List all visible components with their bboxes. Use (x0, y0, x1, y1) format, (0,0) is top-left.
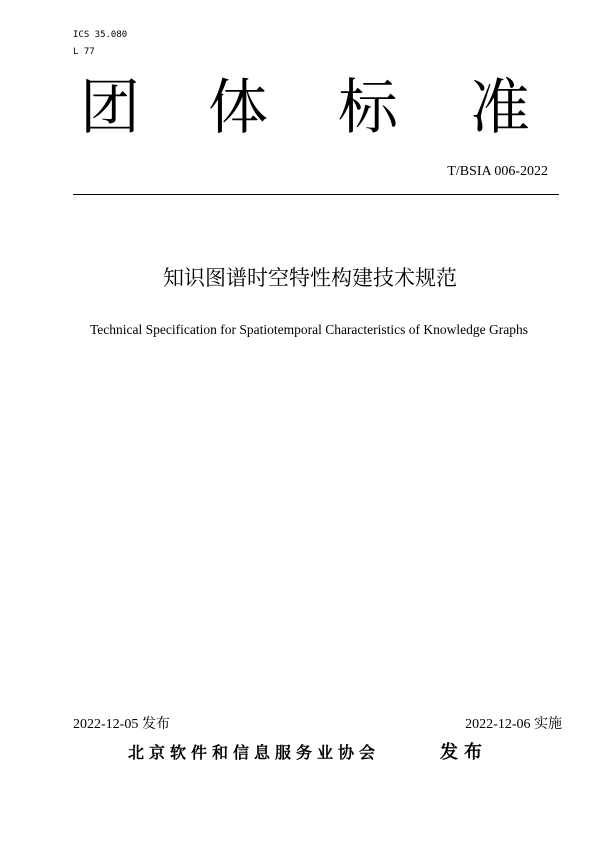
document-title-cn: 知识图谱时空特性构建技术规范 (163, 266, 457, 290)
ics-code: ICS 35.080 (73, 30, 128, 40)
publisher-name: 北京软件和信息服务业协会 (128, 743, 381, 762)
title-char-1: 团 (80, 73, 140, 143)
standard-number: T/BSIA 006-2022 (447, 164, 548, 179)
effective-date: 2022-12-06 实施 (465, 717, 562, 732)
title-char-4: 准 (470, 73, 530, 143)
divider-line (73, 194, 559, 195)
ccs-code: L 77 (73, 47, 95, 57)
title-char-3: 标 (338, 73, 398, 143)
document-title-en: Technical Specification for Spatiotemporal Characteristics of Knowledge Graphs (89, 322, 529, 337)
publish-date: 2022-12-05 发布 (73, 717, 170, 732)
title-char-2: 体 (208, 73, 268, 143)
publisher-suffix: 发布 (440, 742, 488, 763)
